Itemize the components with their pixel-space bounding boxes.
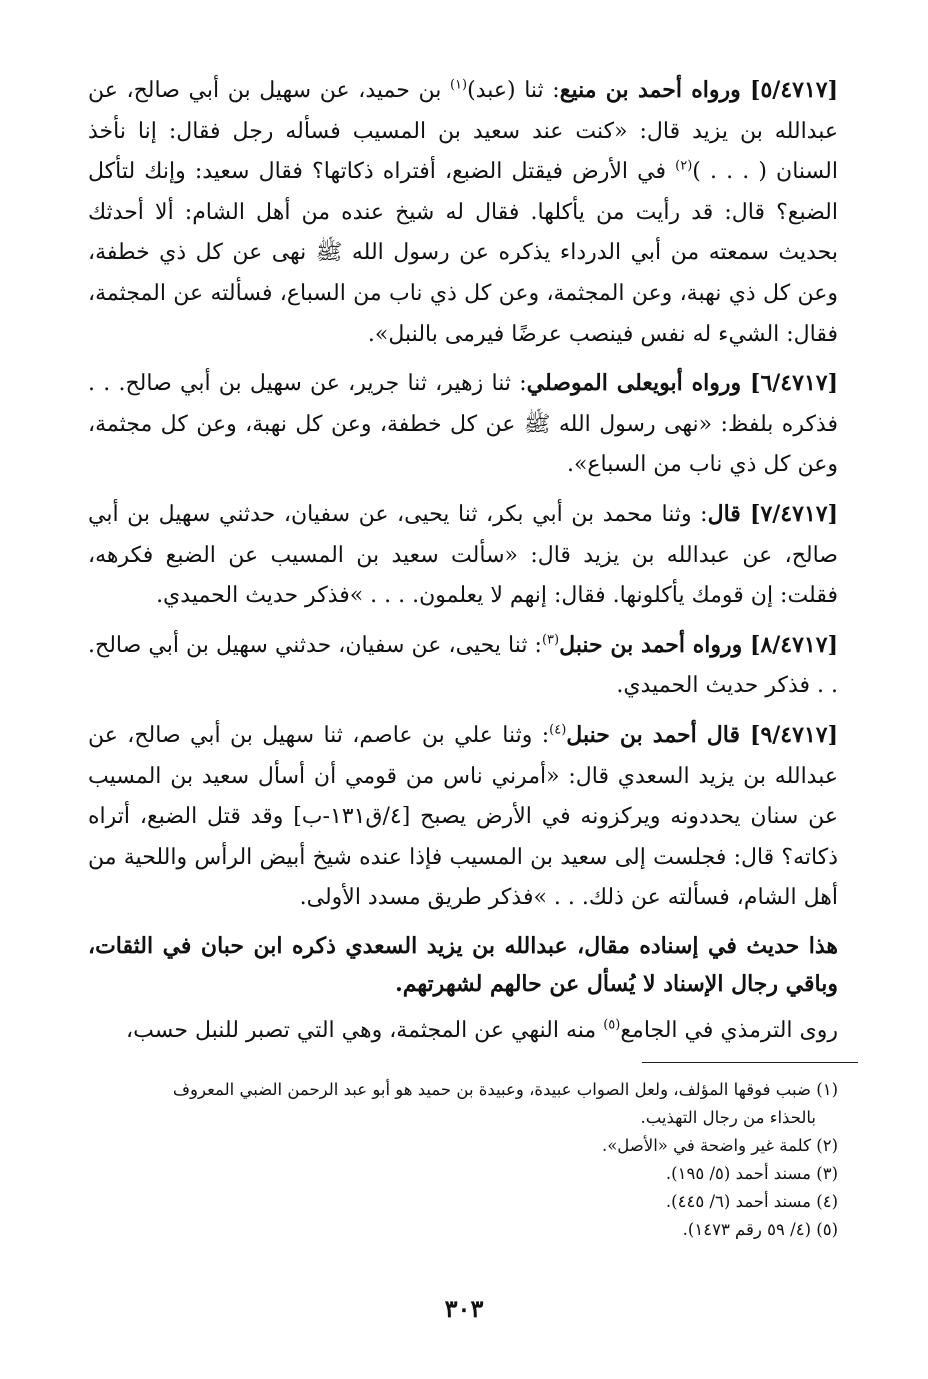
hadith-text: في الأرض فيقتل الضبع، أفتراه ذكاتها؟ فقال سعيد: وإنك لتأكل الضبع؟ قال: قد رأيت من يأكلها. فقال له شيخ عنده من أهل الشام: ألا أحدثك بحديث سمعته من أبي الدرداء يذكره عن رسول الله ﷺ نهى عن كل ذي خطفة، وعن كل ذي نهبة، وعن المجثمة، وعن كل ذي ناب من السباع، فسألته عن المجثمة، فقال: الشيء له نفس فينصب عرضًا فيرمى بالنبل». xyxy=(88,159,838,347)
hadith-paragraph-1 xyxy=(88,70,838,355)
footnote-1 xyxy=(93,1076,838,1132)
footnote-ref[interactable]: (٣) xyxy=(541,632,560,648)
footnote-ref[interactable]: (٤) xyxy=(549,722,567,738)
hadith-text: : وثنا محمد بن أبي بكر، ثنا يحيى، عن سفيان، حدثني سهيل بن أبي صالح، عن عبدالله بن يزيد قال: «سألت سعيد بن المسيب عن الضبع فكرهه، فقلت: إن قومك يأكلونها. فقال: إنهم لا يعلمون. . . . »فذكر حديث الحميدي. xyxy=(88,501,838,609)
hadith-text: : ثنا (عبد) xyxy=(467,78,560,103)
footnote-number: (١) xyxy=(816,1080,838,1099)
footnote-5 xyxy=(93,1216,838,1244)
closing-paragraph xyxy=(88,1011,838,1052)
closing-text: منه النهي عن المجثمة، وهي التي تصبر للنبل حسب، xyxy=(126,1017,604,1043)
hadith-text: : ثنا زهير، ثنا جرير، عن سهيل بن أبي صالح. . . فذكره بلفظ: «نهى رسول الله ﷺ عن كل خطفة، وعن كل نهبة، وعن كل مجثمة، وعن كل ذي ناب من السباع». xyxy=(88,371,838,478)
hadith-paragraph-5 xyxy=(88,715,838,919)
footnotes xyxy=(93,1076,838,1244)
footnote-text: مسند أحمد (٦/ ٤٤٥). xyxy=(665,1192,811,1211)
hadith-lead: [٧/٤٧١٧] قال xyxy=(707,500,838,527)
page-number: ٣٠٣ xyxy=(444,1294,484,1323)
hadith-text: بن حميد، عن سهيل بن أبي صالح، عن عبدالله بن يزيد قال: «كنت عند سعيد بن المسيب فسأله رجل فقال: إنا نأخذ السنان ( . . . ) xyxy=(88,78,838,185)
hadith-paragraph-4 xyxy=(88,625,838,707)
footnote-divider xyxy=(642,1062,858,1063)
hadith-text: : ثنا يحيى، عن سفيان، حدثني سهيل بن أبي صالح. . . فذكر حديث الحميدي. xyxy=(88,632,838,699)
footnote-4 xyxy=(93,1188,838,1216)
footnote-ref[interactable]: (٢) xyxy=(675,158,693,174)
footnote-number: (٣) xyxy=(816,1164,838,1183)
hadith-paragraph-3 xyxy=(88,494,838,617)
footnote-text: (٤/ ٥٩ رقم ١٤٧٣). xyxy=(682,1220,811,1239)
verdict-paragraph: هذا حديث في إسناده مقال، عبدالله بن يزيد السعدي ذكره ابن حبان في الثقات، وباقي رجال الإسناد لا يُسأل عن حالهم لشهرتهم. xyxy=(88,932,838,997)
hadith-lead: [٨/٤٧١٧] ورواه أحمد بن حنبل xyxy=(559,631,838,658)
hadith-paragraph-2 xyxy=(88,363,838,486)
footnote-number: (٥) xyxy=(816,1220,838,1239)
footnote-3 xyxy=(93,1160,838,1188)
footnote-text: ضبب فوقها المؤلف، ولعل الصواب عبيدة، وعبيدة بن حميد هو أبو عبد الرحمن الضبي المعروف xyxy=(172,1080,811,1099)
footnote-number: (٢) xyxy=(816,1136,838,1155)
hadith-lead: [٥/٤٧١٧] ورواه أحمد بن منيع xyxy=(559,77,839,103)
footnote-number: (٤) xyxy=(816,1192,838,1211)
hadith-lead: [٦/٤٧١٧] ورواه أبويعلى الموصلي xyxy=(526,370,838,397)
page-body xyxy=(88,70,838,1059)
footnote-text-continuation: بالحذاء من رجال التهذيب. xyxy=(640,1108,816,1127)
closing-text: روى الترمذي في الجامع xyxy=(620,1017,838,1043)
footnote-ref[interactable]: (٥) xyxy=(603,1017,621,1033)
footnote-ref[interactable]: (١) xyxy=(449,77,468,93)
hadith-lead: [٩/٤٧١٧] قال أحمد بن حنبل xyxy=(566,721,838,748)
hadith-text: : وثنا علي بن عاصم، ثنا سهيل بن أبي صالح، عن عبدالله بن يزيد السعدي قال: «أمرني ناس من قومي أن أسأل سعيد بن المسيب عن سنان يحددونه ويركزونه في الأرض يصبح [٤/ق١٣١-ب] وقد قتل الضبع، أتراه ذكاته؟ قال: فجلست إلى سعيد بن المسيب فإذا عنده شيخ أبيض الرأس واللحية من أهل الشام، فسألته عن ذلك. . . »فذكر طريق مسدد الأولى. xyxy=(88,722,839,911)
footnote-text: مسند أحمد (٥/ ١٩٥). xyxy=(665,1164,811,1183)
footnote-text: كلمة غير واضحة في «الأصل». xyxy=(601,1136,811,1155)
footnote-2 xyxy=(93,1132,838,1160)
